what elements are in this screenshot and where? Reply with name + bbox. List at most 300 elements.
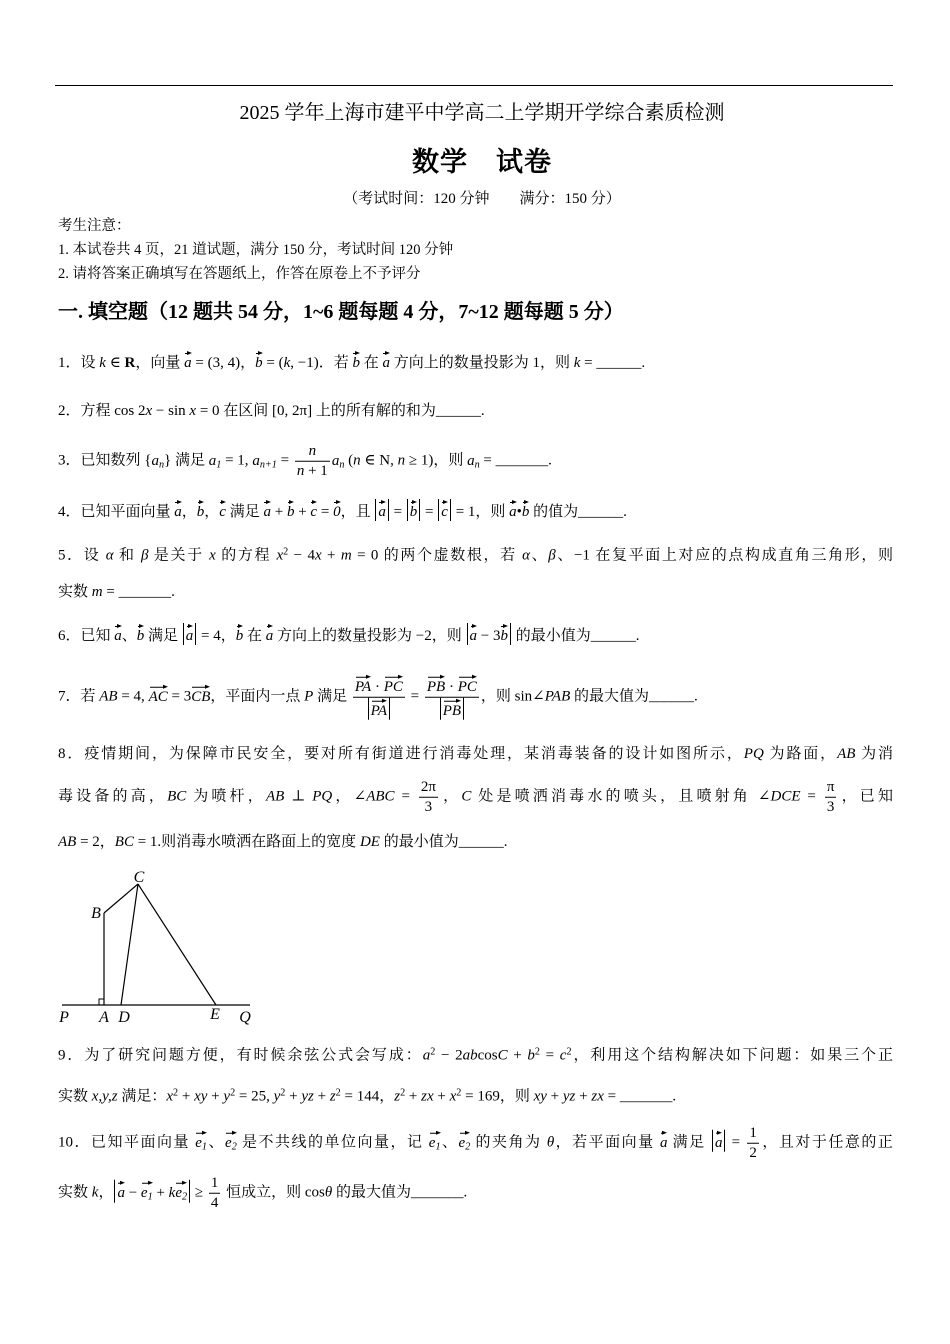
superscript: 2 <box>534 1046 540 1058</box>
symbol-base: a <box>265 628 274 644</box>
symbol-base: a <box>252 452 260 469</box>
text-run: = _______. <box>603 1088 677 1105</box>
text-run: = 3 <box>167 688 192 705</box>
math-symbol <box>208 452 222 471</box>
symbol-base: AB <box>265 788 285 805</box>
math-symbol <box>315 548 322 564</box>
text-run: 满足 <box>313 688 351 705</box>
superscript: 2 <box>400 1087 406 1099</box>
symbol-base: k <box>99 355 106 371</box>
symbol-base: PB <box>426 678 446 695</box>
subscript: 1 <box>147 1191 153 1203</box>
symbol-base: b <box>235 628 244 644</box>
text-run: − sin <box>152 403 190 419</box>
symbol-base: BC <box>167 788 187 805</box>
text-run: ，若平面向量 <box>554 1134 660 1151</box>
segment-bc <box>104 884 138 913</box>
symbol-base: z <box>394 1088 401 1105</box>
notice-item-1: 1. 本试卷共 4 页，21 道试题，满分 150 分，考试时间 120 分钟 <box>58 242 454 258</box>
text-run: 8．疫情期间，为保障市民安全，要对所有街道进行消毒处理，某消毒装备的设计如图所示， <box>58 746 744 762</box>
text-run: 毒设备的高， <box>58 788 168 805</box>
question-4 <box>58 494 893 530</box>
math-symbol <box>563 1089 576 1105</box>
symbol-base: a <box>184 355 192 371</box>
text-run: 方向上的数量投影为 1，则 <box>389 355 574 371</box>
superscript: 2 <box>230 1087 236 1099</box>
vector-symbol <box>225 1129 237 1152</box>
vector-symbol <box>470 623 478 645</box>
text-run: − <box>124 1184 141 1201</box>
text-run: + <box>207 1088 224 1105</box>
text-run: 的最大值为______. <box>570 688 698 705</box>
vector-symbol <box>263 499 271 521</box>
symbol-base: e <box>428 1134 436 1151</box>
subscript: 1 <box>216 459 222 471</box>
math-symbol <box>498 1048 508 1064</box>
subscript: 2 <box>182 1191 188 1203</box>
text-run: = _______. <box>479 452 552 469</box>
notice-title: 考生注意： <box>58 218 131 234</box>
math-symbol <box>341 548 352 564</box>
math-symbol <box>304 688 313 704</box>
symbol-base: PC <box>457 678 477 695</box>
text-run: ⊥ <box>284 788 313 805</box>
text-run: = 4， <box>197 628 236 644</box>
vector-symbol <box>441 499 448 521</box>
vector-symbol <box>255 350 263 372</box>
symbol-base: x <box>189 403 197 419</box>
text-run: 9．为了研究问题方便，有时候余弦公式会写成： <box>58 1047 423 1064</box>
math-symbol <box>151 452 165 471</box>
label-p: P <box>59 1009 69 1026</box>
text-run: · <box>445 678 458 695</box>
text-run: = 4, <box>117 688 149 705</box>
fraction-numerator <box>295 442 330 462</box>
symbol-base: z <box>329 1088 336 1105</box>
math-symbol <box>312 788 332 804</box>
subscript: 1 <box>201 1141 208 1153</box>
text-run: = 1，则 <box>451 504 510 520</box>
text-run: + <box>507 1047 528 1064</box>
absolute-value <box>114 1179 190 1202</box>
symbol-base: b <box>286 504 295 520</box>
symbol-base: a <box>331 452 340 469</box>
fraction <box>353 674 405 721</box>
text-run: 的最大值为_______. <box>332 1184 468 1201</box>
vector-symbol <box>287 499 295 521</box>
text-run: = <box>406 688 423 705</box>
text-run: ， <box>439 788 462 805</box>
symbol-base: k <box>573 355 581 371</box>
text-run: π <box>826 778 835 795</box>
subscript: 1 <box>435 1141 441 1153</box>
vector-symbol <box>175 1179 187 1202</box>
text-run: 、−1 在复平面上对应的点构成直角三角形，则 <box>555 547 893 564</box>
text-run: 在 <box>359 355 383 371</box>
symbol-base: n <box>397 452 406 469</box>
text-run: + <box>405 1088 422 1105</box>
text-run: 、 <box>121 628 137 644</box>
symbol-base: k <box>283 355 291 371</box>
symbol-base: b <box>527 1047 535 1064</box>
text-run: 处是喷洒消毒水的喷头，且喷射角 ∠ <box>471 788 771 805</box>
text-run: 实数 <box>58 584 92 600</box>
vector-symbol <box>410 499 418 521</box>
symbol-base: a <box>714 1134 723 1151</box>
vector-symbol <box>236 623 244 645</box>
symbol-base: yz <box>301 1088 314 1105</box>
fraction <box>209 1174 221 1213</box>
label-a: A <box>99 1009 109 1026</box>
vector-symbol <box>197 499 205 521</box>
label-d: D <box>118 1009 130 1026</box>
symbol-base: b <box>255 355 263 371</box>
absolute-value <box>712 1129 726 1151</box>
fraction-denominator <box>353 698 405 721</box>
text-run: 实数 <box>58 1088 92 1105</box>
symbol-base: c <box>559 1047 567 1064</box>
exam-title: 2025 学年上海市建平中学高二上学期开学综合素质检测 <box>239 102 725 124</box>
vector-symbol <box>186 623 194 645</box>
question-1 <box>58 345 893 381</box>
vector-symbol <box>458 674 477 696</box>
text-run: 实数 <box>58 1184 92 1201</box>
symbol-base: m <box>91 584 103 600</box>
text-run: 3 <box>424 798 433 815</box>
text-run: = 0 在区间 [0, 2π] 上的所有解的和为______. <box>196 403 485 419</box>
text-run: = 144， <box>340 1088 395 1105</box>
label-b: B <box>91 905 101 922</box>
text-run: = <box>394 788 417 805</box>
math-symbol <box>837 746 855 762</box>
superscript: 2 <box>283 546 289 558</box>
text-run: = <box>726 1134 746 1151</box>
vector-symbol <box>141 1179 153 1202</box>
vector-symbol <box>184 350 192 372</box>
symbol-base: C <box>461 788 472 805</box>
math-symbol <box>115 834 134 850</box>
symbol-base: AB <box>58 834 77 850</box>
text-run: 3 <box>826 798 835 815</box>
text-run: + <box>546 1088 563 1105</box>
text-run: − 4 <box>288 547 315 564</box>
symbol-base: zx <box>421 1088 434 1105</box>
question-8-line-3 <box>58 824 893 860</box>
subscript: n <box>339 459 345 471</box>
symbol-base: PA <box>354 678 372 695</box>
math-symbol <box>331 452 345 471</box>
text-run: , −1)．若 <box>290 355 353 371</box>
symbol-base: a <box>509 504 517 520</box>
symbol-base: AB <box>837 746 856 762</box>
text-run: = 0 的两个虚数根，若 <box>351 547 523 564</box>
math-symbol <box>209 548 216 564</box>
math-symbol <box>545 688 571 704</box>
symbol-base: yz <box>562 1088 576 1105</box>
symbol-base: PQ <box>312 788 333 805</box>
fraction-numerator <box>747 1124 759 1144</box>
symbol-base: PC <box>383 678 403 695</box>
text-run: 的夹角为 <box>470 1134 547 1151</box>
question-9-line-1 <box>58 1034 893 1073</box>
symbol-base: n <box>308 442 317 459</box>
superscript: 2 <box>280 1087 286 1099</box>
symbol-base: ab <box>462 1047 478 1064</box>
symbol-base: CB <box>191 688 211 705</box>
question-9-line-2 <box>58 1075 893 1114</box>
symbol-base: e <box>140 1184 148 1201</box>
symbol-base: 0 <box>333 504 341 520</box>
text-run: = <box>800 788 823 805</box>
vector-symbol <box>522 499 530 521</box>
text-run: + <box>152 1184 169 1201</box>
symbol-base: y <box>223 1088 231 1105</box>
text-run: 4．已知平面向量 <box>58 504 175 520</box>
symbol-base: R <box>124 355 136 371</box>
math-symbol <box>274 1089 286 1105</box>
text-run: = (3, 4)， <box>191 355 256 371</box>
text-run: 恒成立，则 cos <box>222 1184 325 1201</box>
symbol-base: a <box>151 452 159 469</box>
question-7 <box>58 669 893 726</box>
symbol-base: a <box>174 504 182 520</box>
question-5-line-1 <box>58 534 893 573</box>
symbol-base: b <box>196 504 205 520</box>
math-symbol <box>194 1089 207 1105</box>
vector-symbol <box>355 674 371 696</box>
text-run: − 3 <box>477 628 501 644</box>
math-symbol <box>167 788 186 804</box>
absolute-value <box>368 698 390 720</box>
text-run: 10．已知平面向量 <box>58 1134 196 1151</box>
math-symbol <box>166 1089 178 1105</box>
text-run: 的值为______. <box>529 504 627 520</box>
superscript: 2 <box>456 1087 462 1099</box>
text-run: ( <box>344 452 354 469</box>
fraction <box>825 778 837 817</box>
vector-symbol <box>660 1129 668 1151</box>
question-6 <box>58 618 893 654</box>
vector-symbol <box>333 499 341 521</box>
absolute-value <box>375 499 389 521</box>
text-run: ， <box>181 504 197 520</box>
fraction <box>295 442 330 481</box>
symbol-base: a <box>422 1047 431 1064</box>
symbol-base: x <box>145 403 153 419</box>
symbol-base: x <box>449 1088 457 1105</box>
absolute-value <box>407 499 421 521</box>
fraction-numerator <box>425 674 479 698</box>
symbol-base: e <box>175 1184 182 1201</box>
question-3 <box>58 437 893 486</box>
symbol-base: PB <box>442 702 462 719</box>
text-run: 的最小值为______. <box>511 628 640 644</box>
question-5-line-2 <box>58 574 893 610</box>
fraction-denominator <box>295 462 330 481</box>
subscript: 2 <box>231 1141 237 1153</box>
text-run: 满足 <box>667 1134 711 1151</box>
text-run: 是关于 <box>148 547 210 564</box>
set-symbol <box>125 355 136 371</box>
math-symbol <box>461 788 471 804</box>
text-run: ，则 sin∠ <box>480 688 545 705</box>
vector-symbol <box>429 1129 441 1152</box>
text-run: + <box>575 1088 592 1105</box>
math-symbol <box>252 452 277 471</box>
text-run: 4 <box>210 1194 219 1211</box>
math-symbol <box>522 548 530 564</box>
math-symbol <box>398 452 406 468</box>
text-run: = <box>421 504 438 520</box>
text-run: ， <box>204 504 220 520</box>
text-run: 为喷杆， <box>186 788 266 805</box>
math-symbol <box>58 834 76 850</box>
text-run: 满足： <box>117 1088 167 1105</box>
vector-symbol <box>137 623 145 645</box>
question-8-figure <box>55 860 265 1030</box>
symbol-base: α <box>105 547 114 564</box>
math-symbol <box>99 355 106 371</box>
symbol-base: C <box>497 1047 508 1064</box>
subject-title: 数学 试卷 <box>412 147 552 177</box>
vector-symbol <box>174 499 182 521</box>
text-run: 5．设 <box>58 547 106 564</box>
symbol-base: a <box>378 504 386 520</box>
vector-symbol <box>266 623 274 645</box>
text-run: = <box>317 504 334 520</box>
text-run: ，利用这个结构解决如下问题：如果三个正 <box>571 1047 893 1064</box>
subscript: 2 <box>465 1141 471 1153</box>
label-c: C <box>133 869 145 886</box>
text-run: 满足 <box>225 504 264 520</box>
label-q: Q <box>239 1009 251 1026</box>
fraction-numerator <box>419 778 438 798</box>
text-run: 6．已知 <box>58 628 115 644</box>
vector-symbol <box>117 1179 125 1201</box>
text-run: = 2， <box>76 834 115 850</box>
text-run: 2 <box>749 1144 757 1161</box>
symbol-base: x <box>314 547 322 564</box>
text-run: 为路面， <box>763 746 838 762</box>
symbol-base: a <box>185 628 194 644</box>
top-rule <box>55 85 893 86</box>
symbol-base: n <box>296 462 305 479</box>
symbol-base: AB <box>99 688 118 705</box>
vector-symbol <box>382 350 390 372</box>
math-symbol <box>591 1089 604 1105</box>
text-run: 7．若 <box>58 688 100 705</box>
symbol-base: a <box>263 504 271 520</box>
symbol-base: β <box>141 547 149 564</box>
math-symbol <box>276 548 288 564</box>
symbol-base: y <box>273 1088 281 1105</box>
vector-symbol <box>191 683 210 705</box>
symbol-base: PQ <box>743 746 764 762</box>
text-run: 、 <box>440 1134 459 1151</box>
question-8-line-1 <box>58 736 893 772</box>
symbol-base: a <box>467 452 475 469</box>
text-run: 是不共线的单位向量，记 <box>236 1134 429 1151</box>
absolute-value <box>438 499 451 521</box>
vector-symbol <box>114 623 122 645</box>
symbol-base: e <box>195 1134 202 1151</box>
vector-symbol <box>195 1129 207 1152</box>
symbol-base: x <box>209 547 216 564</box>
text-run: = <box>276 452 293 469</box>
text-run: · <box>371 678 384 695</box>
exam-info: （考试时间：120 分钟 满分：150 分） <box>343 191 621 207</box>
absolute-value <box>440 698 464 720</box>
notice-item-2: 2. 请将答案正确填写在答题纸上，作答在原卷上不予评分 <box>58 266 421 282</box>
text-run: + <box>285 1088 302 1105</box>
math-symbol <box>266 788 284 804</box>
symbol-base: θ <box>324 1184 333 1201</box>
math-symbol <box>353 452 361 468</box>
fraction-denominator <box>825 798 837 817</box>
segment-ce <box>138 884 216 1005</box>
absolute-value <box>183 623 197 645</box>
text-run: ，平面内一点 <box>210 688 305 705</box>
text-run: = <box>389 504 406 520</box>
text-run: ，∠ <box>332 788 367 805</box>
symbol-base: b <box>409 504 418 520</box>
section-title: 一. 填空题（12 题共 54 分，1~6 题每题 4 分，7~12 题每题 5 分） <box>58 301 624 323</box>
text-run: = ______. <box>580 355 646 371</box>
symbol-base: a <box>469 628 477 644</box>
right-angle-mark <box>99 999 104 1005</box>
symbol-base: x,y,z <box>91 1088 118 1105</box>
vector-symbol <box>310 499 317 521</box>
symbol-base: BC <box>114 834 134 850</box>
fraction <box>419 778 438 817</box>
symbol-base: a <box>208 452 217 469</box>
text-run: 1．设 <box>58 355 100 371</box>
symbol-base: e <box>458 1134 466 1151</box>
fraction <box>425 674 479 721</box>
fraction-denominator <box>419 798 438 817</box>
text-run: ，向量 <box>135 355 185 371</box>
text-run: 在 <box>243 628 266 644</box>
text-run: ，且对于任意的正 <box>760 1134 893 1151</box>
text-run: cos <box>477 1047 498 1064</box>
text-run: 1 <box>210 1174 219 1191</box>
subscript: n+1 <box>259 459 277 471</box>
symbol-base: x <box>276 547 284 564</box>
text-run: ，已知 <box>838 788 893 805</box>
vector-symbol <box>500 623 508 645</box>
vector-symbol <box>443 698 461 720</box>
symbol-base: e <box>225 1134 232 1151</box>
vector-symbol <box>219 499 226 521</box>
symbol-base: ABC <box>366 788 395 805</box>
math-symbol <box>141 548 148 564</box>
symbol-base: PAB <box>544 688 571 705</box>
fraction-denominator <box>747 1144 759 1163</box>
text-run: } 满足 <box>164 452 209 469</box>
symbol-base: b <box>500 628 508 644</box>
text-run: 为消 <box>855 746 893 762</box>
math-symbol <box>423 1048 436 1064</box>
vector-symbol <box>352 350 360 372</box>
text-run: = 25, <box>235 1088 274 1105</box>
text-run: 的最小值为______. <box>379 834 508 850</box>
math-symbol <box>92 1089 118 1105</box>
superscript: 2 <box>335 1087 341 1099</box>
text-run: = <box>539 1047 560 1064</box>
text-run: 3．已知数列 { <box>58 452 152 469</box>
symbol-base: x <box>166 1088 174 1105</box>
math-symbol <box>360 834 380 850</box>
